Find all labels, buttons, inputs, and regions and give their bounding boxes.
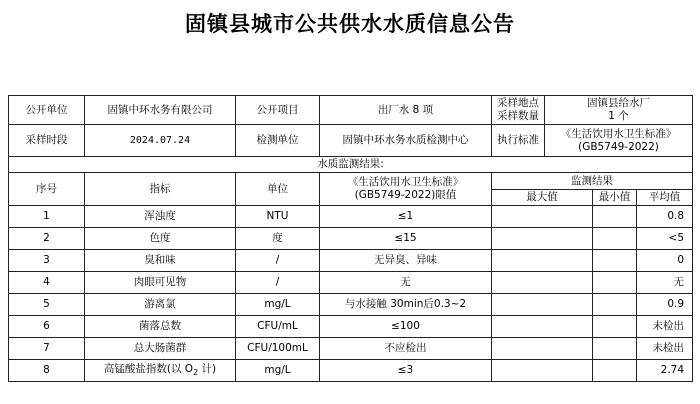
min-cell [593, 338, 637, 360]
limit-cell: 不应检出 [320, 338, 492, 360]
table-row [9, 206, 693, 228]
avg-cell: 无 [637, 272, 693, 294]
project-value: 出厂水 8 项 [320, 96, 492, 125]
avg-cell: 0 [637, 250, 693, 272]
seq-cell: 3 [9, 250, 85, 272]
avg-cell: 未检出 [637, 338, 693, 360]
unit-cell: mg/L [236, 360, 320, 382]
unit-cell: mg/L [236, 294, 320, 316]
col-limit-header [320, 173, 492, 206]
indicator-cell: 游离氯 [85, 294, 236, 316]
max-cell [492, 338, 593, 360]
unit-cell: 度 [236, 228, 320, 250]
header-row-1 [9, 173, 693, 190]
indicator-text: 高锰酸盐指数(以 O [103, 363, 194, 376]
min-cell [593, 316, 637, 338]
standard-label: 执行标准 [492, 125, 545, 157]
avg-cell: 未检出 [637, 316, 693, 338]
avg-cell: 0.9 [637, 294, 693, 316]
min-cell [593, 228, 637, 250]
indicator-subscript: 2 [193, 368, 199, 378]
seq-cell: 1 [9, 206, 85, 228]
max-cell [492, 360, 593, 382]
col-seq-header: 序号 [9, 173, 85, 206]
table-row [9, 228, 693, 250]
limit-cell: ≤3 [320, 360, 492, 382]
results-heading: 水质监测结果: [9, 157, 693, 173]
table-row [9, 338, 693, 360]
seq-cell: 8 [9, 360, 85, 382]
testing-org-value: 固镇中环水务水质检测中心 [320, 125, 492, 157]
indicator-cell: 肉眼可见物 [85, 272, 236, 294]
sampling-site-value-line1: 固镇县给水厂 [587, 97, 651, 110]
col-max-header: 最大值 [492, 190, 593, 206]
project-label: 公开项目 [236, 96, 320, 125]
unit-cell: NTU [236, 206, 320, 228]
indicator-cell: 色度 [85, 228, 236, 250]
col-min-header: 最小值 [593, 190, 637, 206]
min-cell [593, 360, 637, 382]
seq-cell: 4 [9, 272, 85, 294]
seq-cell: 2 [9, 228, 85, 250]
standard-value-line2: (GB5749-2022) [578, 140, 659, 153]
sampling-site-label [492, 96, 545, 125]
max-cell [492, 228, 593, 250]
publisher-value: 固镇中环水务有限公司 [85, 96, 236, 125]
col-indicator-header: 指标 [85, 173, 236, 206]
limit-cell: ≤100 [320, 316, 492, 338]
info-row-1 [9, 96, 693, 125]
limit-cell: ≤15 [320, 228, 492, 250]
info-row-2 [9, 125, 693, 157]
min-cell [593, 294, 637, 316]
max-cell [492, 272, 593, 294]
unit-cell: CFU/mL [236, 316, 320, 338]
limit-cell: 无异臭、异味 [320, 250, 492, 272]
col-limit-header-line2: (GB5749-2022)限值 [354, 189, 457, 201]
col-monitor-header: 监测结果 [492, 173, 693, 190]
max-cell [492, 294, 593, 316]
sampling-site-label-line1: 采样地点 [497, 97, 539, 110]
max-cell [492, 316, 593, 338]
table-row [9, 360, 693, 382]
sampling-period-value: 2024.07.24 [85, 125, 236, 157]
seq-cell: 7 [9, 338, 85, 360]
col-limit-header-line1: 《生活饮用水卫生标准》 [347, 176, 464, 189]
table-row [9, 316, 693, 338]
unit-cell: / [236, 272, 320, 294]
indicator-cell [85, 360, 236, 382]
indicator-cell: 总大肠菌群 [85, 338, 236, 360]
limit-cell: 与水接触 30min后0.3~2 [320, 294, 492, 316]
sampling-period-label: 采样时段 [9, 125, 85, 157]
standard-value-line1: 《生活饮用水卫生标准》 [560, 127, 677, 140]
min-cell [593, 206, 637, 228]
unit-cell: / [236, 250, 320, 272]
table-row [9, 294, 693, 316]
sampling-site-value-line2: 1 个 [608, 110, 629, 122]
limit-cell: 无 [320, 272, 492, 294]
min-cell [593, 272, 637, 294]
seq-cell: 6 [9, 316, 85, 338]
indicator-cell: 臭和味 [85, 250, 236, 272]
table-row [9, 272, 693, 294]
max-cell [492, 206, 593, 228]
seq-cell: 5 [9, 294, 85, 316]
limit-cell: ≤1 [320, 206, 492, 228]
table-row [9, 250, 693, 272]
col-unit-header: 单位 [236, 173, 320, 206]
sampling-site-value [545, 96, 693, 125]
page-title: 固镇县城市公共供水水质信息公告 [185, 12, 515, 36]
sampling-site-label-line2: 采样数量 [497, 110, 539, 122]
indicator-tail: 计) [198, 363, 217, 376]
avg-cell: <5 [637, 228, 693, 250]
testing-org-label: 检测单位 [236, 125, 320, 157]
col-avg-header: 平均值 [637, 190, 693, 206]
max-cell [492, 250, 593, 272]
avg-cell: 2.74 [637, 360, 693, 382]
min-cell [593, 250, 637, 272]
indicator-cell: 菌落总数 [85, 316, 236, 338]
results-heading-row [9, 157, 693, 173]
avg-cell: 0.8 [637, 206, 693, 228]
indicator-cell: 浑浊度 [85, 206, 236, 228]
publisher-label: 公开单位 [9, 96, 85, 125]
water-quality-table [8, 95, 693, 382]
unit-cell: CFU/100mL [236, 338, 320, 360]
standard-value [545, 125, 693, 157]
